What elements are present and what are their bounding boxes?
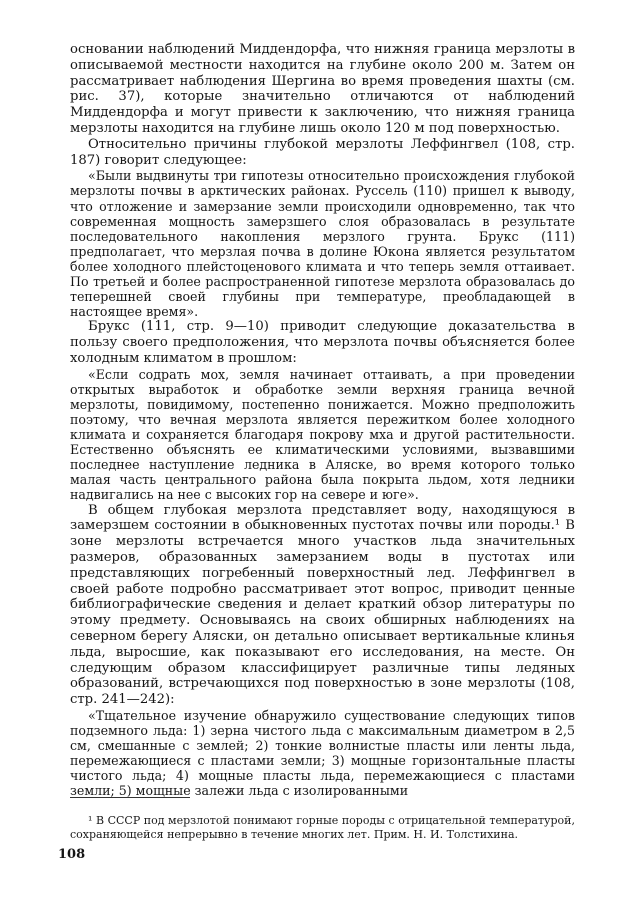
quote-russell-brooks: «Были выдвинуты три гипотезы относительно происхождения глубокой мерзлоты почвы в арктических районах. Руссель (110) пришел к выводу, что отложение и замерзание земли происходили одновременно, так что современная мощность замерзшего слоя образовалась в результате последовательного накопления мерзлого грунта. Брукс (111) предполагает, что мерзлая почва в долине Юкона является результатом более холодного плейстоценового климата и что теперь земля оттаивает. По третьей и более распространенной гипотезе мерзлота образовалась до теперешней своей глубины при температуре, преобладающей в настоящее время». <box>70 168 575 320</box>
paragraph-2: Относительно причины глубокой мерзлоты Леффингвел (108, стр. 187) говорит следующее: <box>70 136 575 168</box>
paragraph-1: основании наблюдений Миддендорфа, что нижняя граница мерзлоты в описываемой местности находится на глубине около 200 м. Затем он рассматривает наблюдения Шергина во время проведения шахты (см. рис. 37), которые значительно отличаются от наблюдений Миддендорфа и могут привести к заключению, что нижняя граница мерзлоты находится на глубине лишь около 120 м под поверхностью. <box>70 42 575 136</box>
page-number: 108 <box>58 847 86 862</box>
paragraph-deep-permafrost: В общем глубокая мерзлота представляет воду, находящуюся в замерзшем состоянии в обыкновенных пустотах почвы или породы.¹ В зоне мерзлоты встречается много участков льда значительных размеров, образованных замерзанием воды в пустотах или представляющих погребенный поверхностный лед. Леффингвел в своей работе подробно рассматривает этот вопрос, приводит ценные библиографические сведения и делает краткий обзор литературы по этому предмету. Основываясь на своих обширных наблюдениях на северном берегу Аляски, он детально описывает вертикальные клинья льда, выросшие, как показывают его исследования, на месте. Он следующим образом классифицирует различные типы ледяных образований, встречающихся под поверхностью в зоне мерзлоты (108, стр. 241—242): <box>70 502 575 708</box>
quote-brooks-moss: «Если содрать мох, земля начинает оттаивать, а при проведении открытых выработок и обработке земли верхняя граница вечной мерзлоты, повидимому, постепенно понижается. Можно предположить поэтому, что вечная мерзлота является пережитком более холодного климата и сохраняется благодаря покрову мха и другой растительности. Естественно объяснять ее климатическими условиями, вызвавшими последнее наступление ледника в Аляске, во время которого только малая часть центрального района была покрыта льдом, хотя ледники надвигались на нее с высоких гор на севере и юге». <box>70 366 575 503</box>
main-text <box>70 42 575 798</box>
quote-ice-types: «Тщательное изучение обнаружило существование следующих типов подземного льда: 1) зерна чистого льда с максимальным диаметром в 2,5 см, смешанные с землей; 2) тонкие волнистые пласты или ленты льда, перемежающиеся с пластами земли; 3) мощные горизонтальные пласты чистого льда; 4) мощные пласты льда, перемежающиеся с пластами земли; 5) мощные залежи льда с изолированными <box>70 707 575 799</box>
footnote-divider <box>70 797 190 798</box>
paragraph-brooks: Брукс (111, стр. 9—10) приводит следующие доказательства в пользу своего предположения, что мерзлота почвы объясняется более холодным климатом в прошлом: <box>70 319 575 366</box>
footnote: ¹ В СССР под мерзлотой понимают горные породы с отрицательной температурой, сохраняющейся непрерывно в течение многих лет. Прим. Н. И. Толстихина. <box>70 814 575 841</box>
